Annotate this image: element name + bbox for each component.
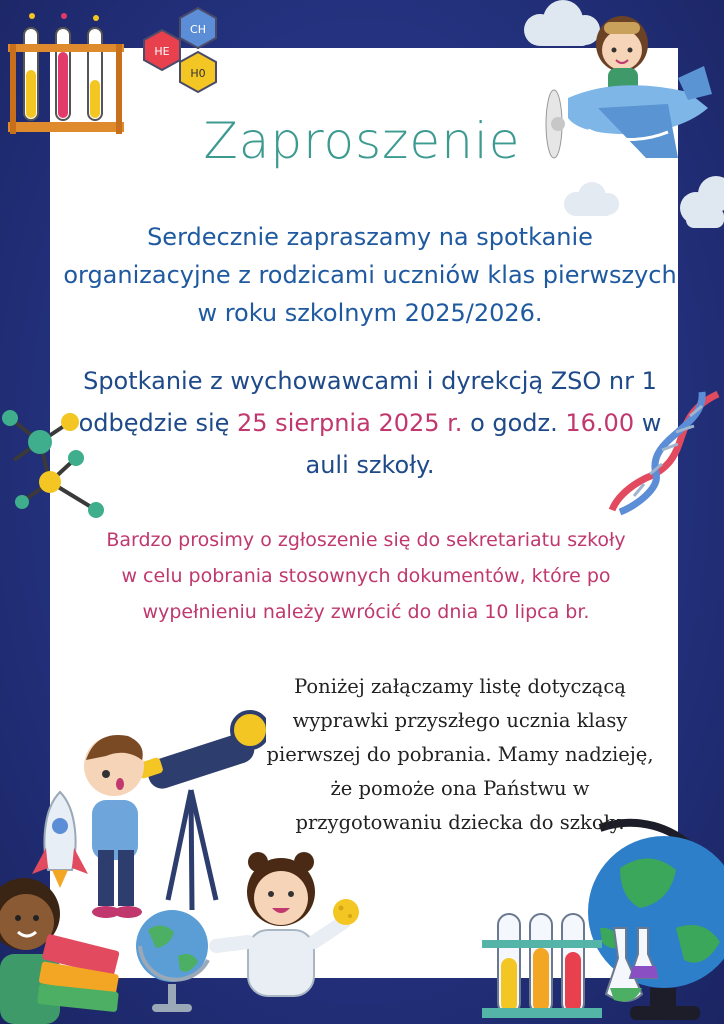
- small-globe-icon: [126, 900, 222, 1024]
- meeting-location: w auli szkoły.: [305, 409, 662, 479]
- meeting-time: 16.00: [565, 409, 635, 437]
- hexagon-label-h0: H0: [190, 67, 206, 80]
- cloud-icon: [676, 172, 724, 232]
- secretariat-request-paragraph: Bardzo prosimy o zgłoszenie się do sekretariatu szkoły w celu pobrania stosownych dokumentów, które po wypełnieniu należy zwrócić do dnia 10 lipca br.: [106, 529, 626, 623]
- boy-with-books-illustration: [0, 868, 130, 1024]
- cloud-icon: [558, 182, 622, 218]
- meeting-date: 25 sierpnia 2025 r.: [237, 409, 463, 437]
- hexagon-label-he: HE: [154, 45, 170, 58]
- lab-test-tubes-icon: [478, 908, 658, 1024]
- girl-astronaut-illustration: [208, 850, 368, 1000]
- school-supplies-note-paragraph: Poniżej załączamy listę dotyczącą wyprawki przyszłego ucznia klasy pierwszej do pobrania. Mamy nadzieję, że pomoże ona Państwu w przygotowaniu dziecka do szkoły.: [266, 675, 654, 834]
- meeting-details-paragraph: [60, 360, 680, 486]
- meeting-details-text: Spotkanie z wychowawcami i dyrekcją ZSO nr 1 odbędzie się: [78, 367, 657, 437]
- hexagon-label-ch: CH: [190, 23, 206, 36]
- invitation-intro-paragraph: Serdecznie zapraszamy na spotkanie organizacyjne z rodzicami uczniów klas pierwszych w roku szkolnym 2025/2026.: [63, 223, 677, 327]
- molecule-hexagons-icon: [136, 4, 236, 104]
- meeting-time-prefix: o godz.: [462, 409, 566, 437]
- invitation-title: Zaproszenie: [203, 112, 521, 170]
